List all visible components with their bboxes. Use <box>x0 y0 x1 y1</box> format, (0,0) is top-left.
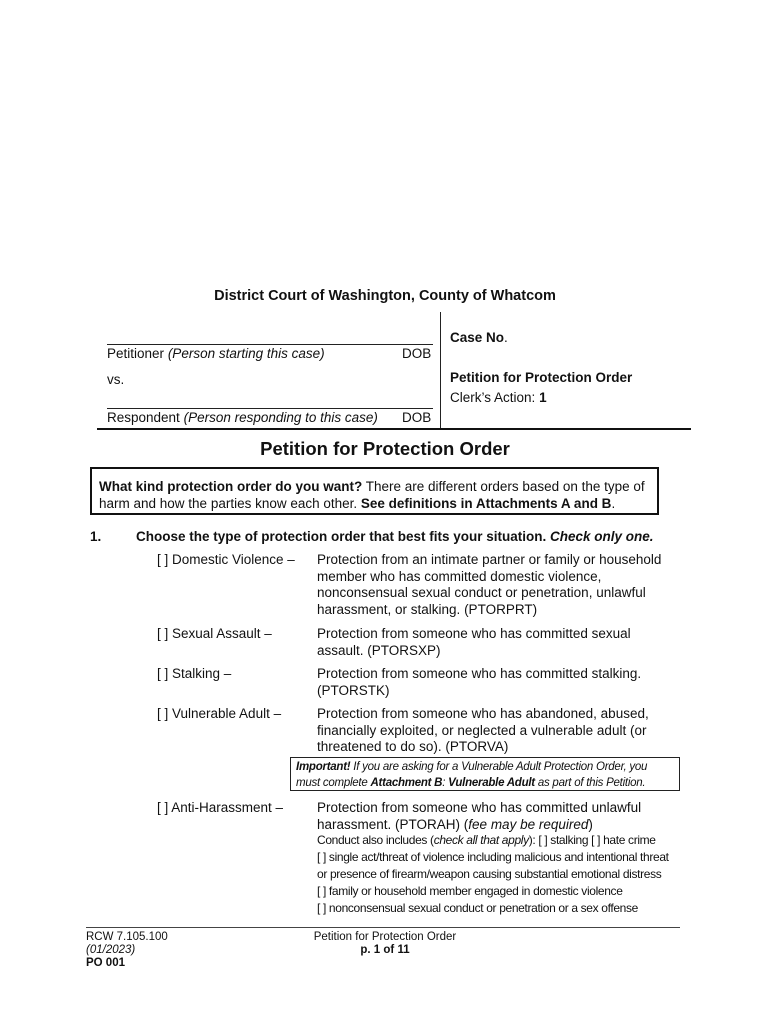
dv-desc-line-4: harassment, or stalking. (PTORPRT) <box>317 601 538 617</box>
conduct-line-1 <box>317 832 687 849</box>
vs-label: vs. <box>107 372 125 387</box>
anti-harassment-conduct <box>317 832 687 917</box>
footer-date: (01/2023) <box>86 944 136 956</box>
case-no-period: . <box>504 330 508 345</box>
respondent-label-text: Respondent <box>107 410 180 425</box>
court-name: District Court of Washington, County of Whatcom <box>214 288 556 304</box>
footer-rule <box>86 927 680 928</box>
info-box-line-1 <box>99 478 657 495</box>
document-title: Petition for Protection Order <box>260 438 510 459</box>
info-box-text-2: harm and how the parties know each other. <box>99 496 361 511</box>
info-box-question: What kind protection order do you want? <box>99 479 363 494</box>
respondent-hint: (Person responding to this case) <box>183 410 378 425</box>
important-vulnerable: Vulnerable Adult <box>448 776 535 789</box>
conduct-prefix: Conduct also includes ( <box>317 833 434 847</box>
important-text-2a: must complete <box>296 776 371 789</box>
respondent-line <box>107 408 433 409</box>
footer-title: Petition for Protection Order <box>313 931 457 943</box>
section-1-question-text: Choose the type of protection order that best fits your situation. <box>136 529 547 544</box>
stk-desc-line-1: Protection from someone who has committed stalking. <box>317 666 642 681</box>
footer-rcw: RCW 7.105.100 <box>86 931 168 943</box>
va-desc-line-2: financially exploited, or neglected a vulnerable adult (or <box>317 722 647 738</box>
caption-bottom-rule <box>97 428 691 430</box>
option-anti-harassment[interactable]: [ ] Anti-Harassment – <box>157 800 284 815</box>
option-stalking[interactable]: [ ] Stalking – <box>157 666 232 681</box>
respondent-label <box>107 410 378 425</box>
info-box-text-1: There are different orders based on the type of <box>362 479 645 494</box>
ah-line2-b: ) <box>588 816 593 832</box>
case-number-label <box>450 330 508 345</box>
stk-desc-line-2: (PTORSTK) <box>317 682 390 698</box>
va-desc-line-1: Protection from someone who has abandoned, abused, <box>317 706 649 721</box>
conduct-family-member[interactable]: [ ] family or household member engaged in domestic violence <box>317 884 623 898</box>
va-desc-line-3: threatened to do so). (PTORVA) <box>317 739 509 754</box>
section-1-number: 1. <box>90 529 102 544</box>
important-label: Important! <box>296 761 351 773</box>
caption-form-title: Petition for Protection Order <box>450 370 633 385</box>
ah-desc-line-2 <box>317 817 687 834</box>
sa-desc-line-1: Protection from someone who has committed sexual <box>317 626 631 641</box>
option-vulnerable-adult[interactable]: [ ] Vulnerable Adult – <box>157 706 282 721</box>
ah-desc-line-1: Protection from someone who has committed unlawful <box>317 800 642 815</box>
conduct-hint: check all that apply <box>433 833 529 847</box>
important-line-2 <box>296 776 679 792</box>
conduct-single-act[interactable]: [ ] single act/threat of violence including malicious and intentional threat <box>317 850 669 864</box>
option-stalking-description <box>317 666 687 699</box>
dv-desc-line-1: Protection from an intimate partner or family or household <box>317 552 662 567</box>
clerk-action <box>450 390 547 405</box>
info-box-definitions: See definitions in Attachments A and B <box>360 496 612 511</box>
section-1-instruction: Check only one. <box>546 529 654 544</box>
option-anti-harassment-description <box>317 800 687 833</box>
info-box-line-2 <box>99 495 657 512</box>
clerk-action-value: 1 <box>539 390 547 405</box>
section-1-question <box>136 528 654 545</box>
option-domestic-violence-description <box>317 552 687 618</box>
petitioner-hint: (Person starting this case) <box>167 346 325 361</box>
option-sexual-assault[interactable]: [ ] Sexual Assault – <box>157 626 272 641</box>
petitioner-label-text: Petitioner <box>107 346 165 361</box>
conduct-nonconsensual[interactable]: [ ] nonconsensual sexual conduct or penetration or a sex offense <box>317 901 638 915</box>
important-line-1 <box>296 760 679 776</box>
dv-desc-line-3: nonconsensual sexual conduct or penetration, unlawful <box>317 585 646 600</box>
protection-type-info-box <box>90 467 659 515</box>
conduct-single-act-cont: or presence of firearm/weapon causing substantial emotional distress <box>317 867 662 881</box>
option-vulnerable-adult-description <box>317 706 687 756</box>
important-attachment: Attachment B <box>370 776 443 789</box>
case-no-text: Case No <box>450 330 505 345</box>
footer-form-number: PO 001 <box>86 957 125 969</box>
important-text-1: If you are asking for a Vulnerable Adult Protection Order, you <box>350 761 648 773</box>
sa-desc-line-2: assault. (PTORSXP) <box>317 642 441 658</box>
important-text-2b: as part of this Petition. <box>534 776 646 789</box>
option-sexual-assault-description <box>317 626 687 659</box>
important-vulnerable-adult-note <box>290 757 680 791</box>
ah-fee-note: fee may be required <box>468 816 589 832</box>
petitioner-dob-label: DOB <box>402 346 432 361</box>
petitioner-label <box>107 346 325 361</box>
respondent-dob-label: DOB <box>402 410 432 425</box>
footer-left <box>86 931 168 970</box>
clerk-action-label: Clerk’s Action: <box>450 390 536 405</box>
ah-line2-a: harassment. (PTORAH) ( <box>317 816 469 832</box>
dv-desc-line-2: member who has committed domestic violence, <box>317 568 602 584</box>
footer-center <box>300 931 470 957</box>
caption-divider-vertical <box>440 312 441 430</box>
option-domestic-violence[interactable]: [ ] Domestic Violence – <box>157 552 295 567</box>
footer-page: p. 1 of 11 <box>360 944 410 956</box>
petitioner-line <box>107 344 433 345</box>
info-box-end: . <box>611 496 616 511</box>
conduct-stalking-hate-crime[interactable]: ): [ ] stalking [ ] hate crime <box>528 833 656 847</box>
important-colon: : <box>442 776 449 789</box>
